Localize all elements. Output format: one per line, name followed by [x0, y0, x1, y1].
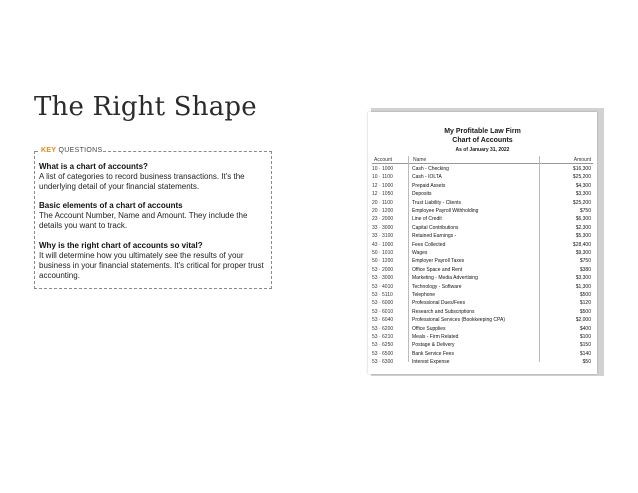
- account-number: 53 · 2000: [372, 266, 394, 273]
- account-number: 53 · 6210: [372, 334, 394, 340]
- account-amount: $4,300: [575, 182, 591, 189]
- account-number: 50 · 1200: [372, 258, 394, 265]
- answer: A list of categories to record business transactions. It's the underlying detail of your financial statements.: [39, 172, 245, 191]
- account-name: Bank Service Fees: [412, 350, 454, 357]
- key-questions-box: [34, 147, 272, 289]
- account-number: 53 · 6000: [372, 300, 394, 307]
- account-amount: $3,300: [575, 191, 591, 198]
- account-number: 53 · 4010: [372, 283, 394, 290]
- key-box-top-border: [34, 151, 38, 152]
- account-number: 33 · 3100: [372, 233, 394, 240]
- account-number: 20 · 1200: [372, 208, 394, 214]
- account-name: Postage & Delivery: [412, 342, 455, 349]
- account-number: 33 · 3000: [372, 224, 394, 231]
- account-amount: $1,300: [575, 283, 591, 290]
- account-number: 53 · 6200: [372, 325, 394, 332]
- answer: It will determine how you ultimately see the results of your business in your financial statements. It's critical for proper trust accounting.: [39, 251, 264, 280]
- account-number: 53 · 6010: [372, 308, 394, 315]
- account-number: 12 · 1000: [372, 182, 394, 189]
- header-rule: [372, 163, 593, 164]
- account-amount: $16,300: [572, 166, 591, 172]
- key-label-questions: QUESTIONS: [56, 147, 103, 154]
- question: Why is the right chart of accounts so vital?: [39, 241, 203, 250]
- account-number: 53 · 6300: [372, 359, 394, 366]
- account-name: Telephone: [412, 292, 436, 298]
- document-date: As of January 31, 2022: [455, 147, 510, 153]
- account-amount: $5,300: [575, 233, 591, 240]
- account-name: Meals - Firm Related: [412, 334, 459, 340]
- account-name: Cash - Checking: [412, 166, 449, 172]
- account-number: 53 · 5110: [372, 292, 393, 298]
- account-name: Trust Liability - Clients: [412, 199, 461, 206]
- account-name: Deposits: [412, 191, 432, 198]
- account-name: Employer Payroll Taxes: [412, 258, 465, 265]
- account-amount: $500: [579, 308, 591, 315]
- account-number: 20 · 1100: [372, 199, 393, 206]
- account-number: 43 · 1000: [372, 241, 394, 248]
- account-amount: $2,000: [575, 317, 591, 324]
- account-amount: $500: [579, 292, 591, 298]
- key-box-top-border: [103, 151, 272, 152]
- account-amount: $3,300: [575, 275, 591, 282]
- document-title: Chart of Accounts: [452, 137, 513, 144]
- account-name: Office Space and Rent: [412, 266, 463, 273]
- account-name: Research and Subscriptions: [412, 308, 475, 315]
- account-number: 53 · 6500: [372, 350, 394, 357]
- account-name: Wages: [412, 250, 428, 256]
- account-amount: $400: [579, 325, 591, 332]
- account-number: 23 · 2000: [372, 216, 394, 223]
- account-amount: $380: [579, 266, 591, 273]
- account-amount: $140: [579, 350, 591, 357]
- document-firm-name: My Profitable Law Firm: [444, 128, 521, 135]
- account-name: Professional Services (Bookkeeping CPA): [412, 317, 506, 324]
- account-name: Fees Collected: [412, 241, 446, 248]
- account-name: Line of Credit: [412, 216, 442, 223]
- account-amount: $150: [579, 342, 591, 349]
- account-name: Cash - IOLTA: [412, 174, 442, 181]
- account-number: 10 · 1000: [372, 166, 394, 172]
- account-amount: $28,400: [572, 241, 591, 248]
- column-header-name: Name: [413, 157, 427, 163]
- table-row: [372, 358, 593, 367]
- question: What is a chart of accounts?: [39, 162, 148, 171]
- slide-title: The Right Shape: [34, 92, 257, 122]
- account-number: 53 · 3000: [372, 275, 394, 282]
- account-name: Professional Dues/Fees: [412, 300, 466, 307]
- question: Basic elements of a chart of accounts: [39, 201, 183, 210]
- account-number: 10 · 1100: [372, 174, 393, 181]
- account-amount: $50: [582, 359, 591, 366]
- column-header-account: Account: [374, 157, 393, 163]
- account-name: Interest Expense: [412, 359, 450, 366]
- chart-of-accounts-document: [368, 112, 597, 374]
- column-header-amount: Amount: [573, 157, 591, 163]
- account-amount: $2,300: [575, 224, 591, 231]
- account-name: Technology - Software: [412, 283, 462, 290]
- account-amount: $6,300: [575, 216, 591, 223]
- account-amount: $100: [579, 334, 591, 340]
- account-number: 12 · 1050: [372, 191, 394, 198]
- account-number: 53 · 6040: [372, 317, 394, 324]
- account-name: Capital Contributions: [412, 224, 459, 231]
- account-name: Office Supplies: [412, 325, 446, 332]
- account-amount: $25,200: [572, 199, 591, 206]
- qa-item: [39, 241, 271, 281]
- account-amount: $9,300: [575, 250, 591, 256]
- account-name: Retained Earnings -: [412, 233, 457, 240]
- account-amount: $750: [579, 258, 591, 265]
- account-number: 50 · 1010: [372, 250, 394, 256]
- account-name: Employee Payroll Withholding: [412, 208, 479, 214]
- key-label-key: KEY: [41, 147, 57, 154]
- account-amount: $750: [579, 208, 591, 214]
- answer: The Account Number, Name and Amount. They include the details you want to track.: [39, 211, 248, 230]
- account-name: Prepaid Assets: [412, 182, 446, 189]
- key-questions-label: [41, 146, 102, 156]
- account-number: 53 · 6250: [372, 342, 394, 349]
- qa-item: [39, 201, 271, 231]
- account-amount: $120: [579, 300, 591, 307]
- account-amount: $25,200: [572, 174, 591, 181]
- account-name: Marketing - Media Advertising: [412, 275, 478, 282]
- qa-item: [39, 162, 271, 192]
